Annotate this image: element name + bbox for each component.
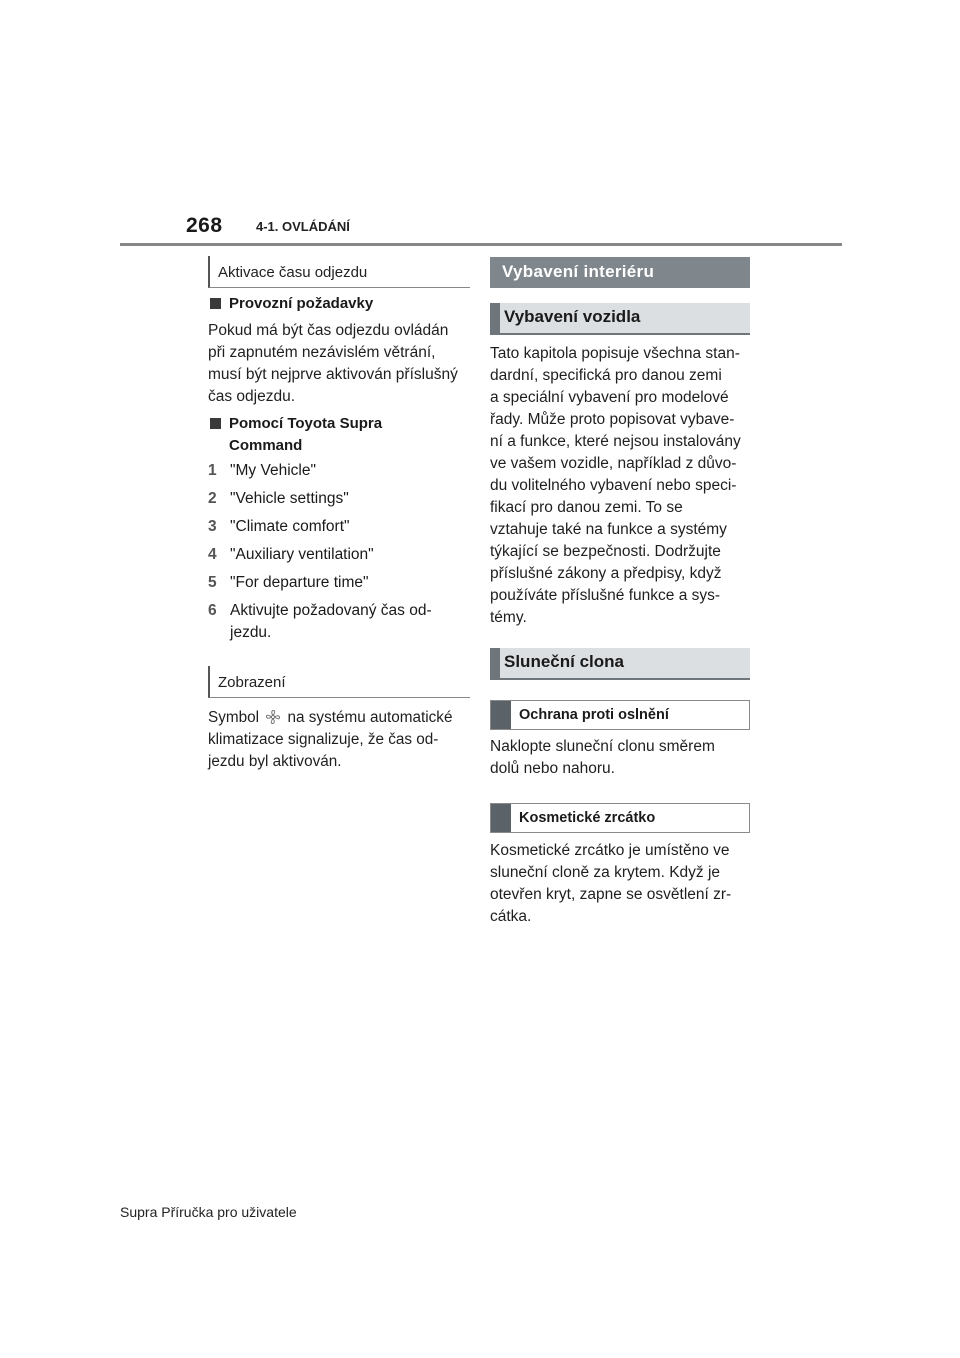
subheading-command xyxy=(208,413,470,457)
text-line: otevřen kryt, zapne se osvětlení zr- xyxy=(490,886,732,903)
text-line: týkající se bezpečnosti. Dodržujte xyxy=(490,543,721,560)
subheading-text: Provozní požadavky xyxy=(229,295,374,312)
step-line: jezdu. xyxy=(230,624,272,641)
label-tab xyxy=(491,804,511,832)
text-line: dolů nebo nahoru. xyxy=(490,760,615,777)
text-line: Naklopte sluneční clonu směrem xyxy=(490,738,715,755)
step-number: 5 xyxy=(208,574,217,591)
text-line: cátka. xyxy=(490,908,532,925)
text-line: vztahuje také na funkce a systémy xyxy=(490,521,727,538)
step-item xyxy=(208,516,470,544)
footer-text: Supra Příručka pro uživatele xyxy=(120,1204,297,1220)
step-number: 4 xyxy=(208,546,217,563)
text-line: ve vašem vozidle, například z důvo- xyxy=(490,455,737,472)
step-item xyxy=(208,488,470,516)
label-text: Ochrana proti oslnění xyxy=(519,707,669,723)
text-fragment: Symbol xyxy=(208,709,260,726)
label-text: Kosmetické zrcátko xyxy=(519,810,656,826)
page-number: 268 xyxy=(186,214,223,237)
text-line: klimatizace signalizuje, že čas od- xyxy=(208,731,439,748)
text-line: témy. xyxy=(490,609,527,626)
step-text: "For departure time" xyxy=(230,574,369,591)
paragraph-sun-visor xyxy=(490,736,752,780)
label-tab xyxy=(491,701,511,729)
step-number: 1 xyxy=(208,462,217,479)
text-line: fikací pro danou zemi. To se xyxy=(490,499,683,516)
paragraph-requirements xyxy=(208,320,470,408)
step-text xyxy=(230,600,432,644)
text-line: sluneční cloně za krytem. Když je xyxy=(490,864,721,881)
text-line: du volitelného vybavení nebo speci- xyxy=(490,477,737,494)
step-item xyxy=(208,460,470,488)
label-vanity-mirror xyxy=(490,803,750,833)
step-item xyxy=(208,544,470,572)
label-glare-protection xyxy=(490,700,750,730)
section-heading-vehicle-equipment: Vybavení vozidla xyxy=(490,303,750,335)
step-line: Aktivujte požadovaný čas od- xyxy=(230,602,432,619)
text-line: používáte příslušné funkce a sys- xyxy=(490,587,721,604)
text-line: při zapnutém nezávislém větrání, xyxy=(208,344,436,361)
text-line: Tato kapitola popisuje všechna stan- xyxy=(490,345,740,362)
paragraph-vanity-mirror xyxy=(490,840,752,928)
text-line: ní a funkce, které nejsou instalovány xyxy=(490,433,741,450)
header-divider xyxy=(120,243,842,246)
text-fragment: na systému automatické xyxy=(287,709,453,726)
text-line: musí být nejprve aktivován příslušný xyxy=(208,366,458,383)
step-text: "My Vehicle" xyxy=(230,462,316,479)
box-title-display: Zobrazení xyxy=(208,666,470,698)
subheading-text xyxy=(229,413,382,457)
text-line xyxy=(208,707,470,729)
text-line: čas odjezdu. xyxy=(208,388,296,405)
subheading-requirements xyxy=(208,293,470,315)
step-number: 3 xyxy=(208,518,217,535)
subheading-line: Command xyxy=(229,437,303,454)
step-text: "Auxiliary ventilation" xyxy=(230,546,374,563)
text-line: a speciální vybavení pro modelové xyxy=(490,389,729,406)
step-item xyxy=(208,600,470,644)
step-item xyxy=(208,572,470,600)
step-text: "Climate comfort" xyxy=(230,518,350,535)
bullet-square-icon xyxy=(210,418,221,429)
paragraph-vehicle-equipment xyxy=(490,343,752,629)
bullet-square-icon xyxy=(210,298,221,309)
chapter-heading: Vybavení interiéru xyxy=(490,257,750,288)
fan-icon xyxy=(265,709,281,725)
paragraph-symbol xyxy=(208,707,470,773)
text-line: Pokud má být čas odjezdu ovládán xyxy=(208,322,449,339)
box-title-departure: Aktivace času odjezdu xyxy=(208,256,470,288)
steps-list xyxy=(208,460,470,644)
section-title: 4-1. OVLÁDÁNÍ xyxy=(256,219,350,234)
text-line: jezdu byl aktivován. xyxy=(208,753,342,770)
subheading-line: Pomocí Toyota Supra xyxy=(229,415,383,432)
step-number: 2 xyxy=(208,490,217,507)
text-line: Kosmetické zrcátko je umístěno ve xyxy=(490,842,730,859)
text-line: dardní, specifická pro danou zemi xyxy=(490,367,722,384)
text-line: řady. Může proto popisovat vybave- xyxy=(490,411,735,428)
step-text: "Vehicle settings" xyxy=(230,490,349,507)
text-line: příslušné zákony a předpisy, když xyxy=(490,565,722,582)
section-heading-sun-visor: Sluneční clona xyxy=(490,648,750,680)
step-number: 6 xyxy=(208,602,217,619)
